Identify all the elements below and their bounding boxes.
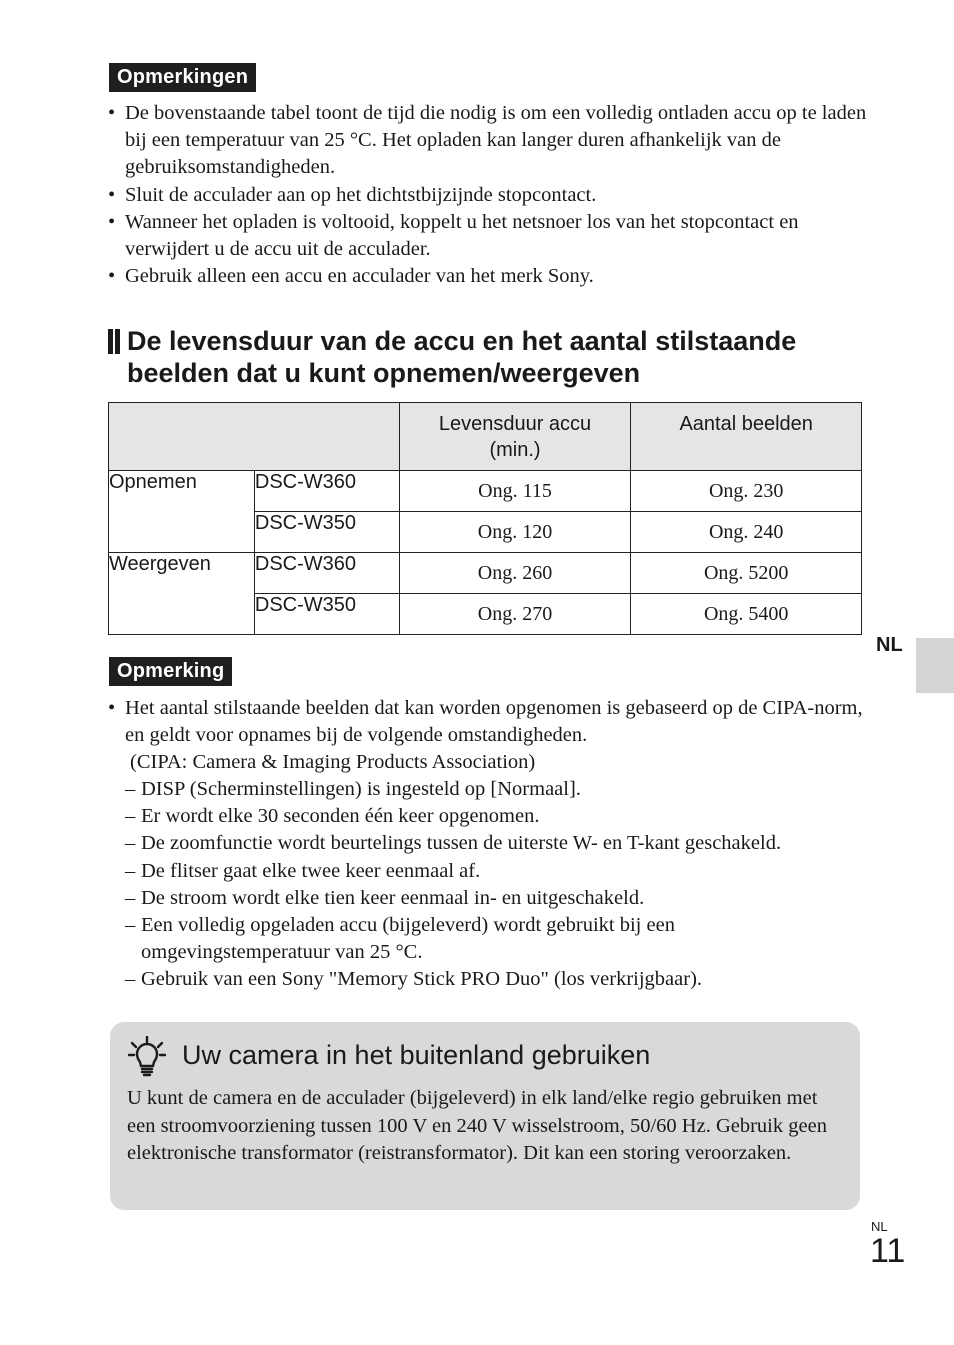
note-item xyxy=(108,695,868,777)
tip-title: Uw camera in het buitenland gebruiken xyxy=(182,1040,651,1070)
note-label: Opmerking xyxy=(109,657,232,686)
life-cell: Ong. 120 xyxy=(399,512,631,553)
table-row xyxy=(109,471,862,512)
language-side-tab xyxy=(916,638,954,693)
section-marker-icon xyxy=(108,329,120,354)
battery-table xyxy=(108,402,862,635)
notes-list xyxy=(108,100,868,290)
header-life-line1: Levensduur accu xyxy=(438,413,592,435)
note-paren-text: (CIPA: Camera & Imaging Products Association) xyxy=(130,751,536,774)
note-list xyxy=(108,695,868,777)
tip-box xyxy=(110,1022,860,1210)
table-header-empty xyxy=(109,403,400,471)
page-language: NL xyxy=(871,1219,888,1234)
note-main-text: Het aantal stilstaande beelden dat kan worden opgenomen is gebaseerd op de CIPA-norm, en geldt voor opnames bij de volgende omstandigheden. xyxy=(125,697,863,747)
condition-item: – Er wordt elke 30 seconden één keer opgenomen. xyxy=(125,803,865,830)
condition-item: – De zoomfunctie wordt beurtelings tussen de uiterste W- en T-kant geschakeld. xyxy=(125,830,865,857)
group-recording: Opnemen xyxy=(109,471,255,553)
life-cell: Ong. 260 xyxy=(399,553,631,594)
condition-item: – De flitser gaat elke twee keer eenmaal af. xyxy=(125,858,865,885)
section-title-line1: De levensduur van de accu en het aantal stilstaande xyxy=(127,326,797,356)
table-header-life xyxy=(399,403,631,471)
language-label: NL xyxy=(876,634,903,656)
condition-item: – Een volledig opgeladen accu (bijgeleverd) wordt gebruikt bij een omgevingstemperatuur van 25 °C. xyxy=(125,912,751,966)
images-cell: Ong. 5400 xyxy=(631,594,862,635)
images-cell: Ong. 230 xyxy=(631,471,862,512)
model-cell: DSC-W360 xyxy=(254,471,399,512)
table-row xyxy=(109,553,862,594)
tip-text: U kunt de camera en de acculader (bijgeleverd) in elk land/elke regio gebruiken met een stroomvoorziening tussen 100 V en 240 V wisselstroom, 50/60 Hz. Gebruik geen elektronische transformator (reistransformator). Dit kan een storing veroorzaken. xyxy=(127,1087,827,1164)
note-item: • De bovenstaande tabel toont de tijd die nodig is om een volledig ontladen accu op te laden bij een temperatuur van 25 °C. Het opladen kan langer duren afhankelijk van de gebruiksomstandigheden. xyxy=(108,100,868,182)
section-title-line2: beelden dat u kunt opnemen/weergeven xyxy=(127,358,641,388)
condition-item: – DISP (Scherminstellingen) is ingesteld op [Normaal]. xyxy=(125,776,865,803)
group-playback: Weergeven xyxy=(109,553,255,635)
section-title xyxy=(108,325,887,389)
notes-label: Opmerkingen xyxy=(109,63,256,92)
table-header-row xyxy=(109,403,862,471)
note-item: • Gebruik alleen een accu en acculader van het merk Sony. xyxy=(108,263,868,290)
images-cell: Ong. 5200 xyxy=(631,553,862,594)
model-cell: DSC-W360 xyxy=(254,553,399,594)
table-header-images: Aantal beelden xyxy=(631,403,862,471)
condition-list xyxy=(125,776,865,994)
images-cell: Ong. 240 xyxy=(631,512,862,553)
model-cell: DSC-W350 xyxy=(254,512,399,553)
life-cell: Ong. 115 xyxy=(399,471,631,512)
note-item: • Sluit de acculader aan op het dichtstbijzijnde stopcontact. xyxy=(108,182,868,209)
note-item: • Wanneer het opladen is voltooid, koppelt u het netsnoer los van het stopcontact en verwijdert u de accu uit de acculader. xyxy=(108,209,868,263)
lightbulb-icon xyxy=(128,1036,166,1078)
model-cell: DSC-W350 xyxy=(254,594,399,635)
condition-item: – Gebruik van een Sony "Memory Stick PRO Duo" (los verkrijgbaar). xyxy=(125,966,865,993)
life-cell: Ong. 270 xyxy=(399,594,631,635)
condition-item: – De stroom wordt elke tien keer eenmaal in- en uitgeschakeld. xyxy=(125,885,865,912)
header-life-line2: (min.) xyxy=(489,439,541,461)
page-number: 11 xyxy=(870,1232,906,1270)
